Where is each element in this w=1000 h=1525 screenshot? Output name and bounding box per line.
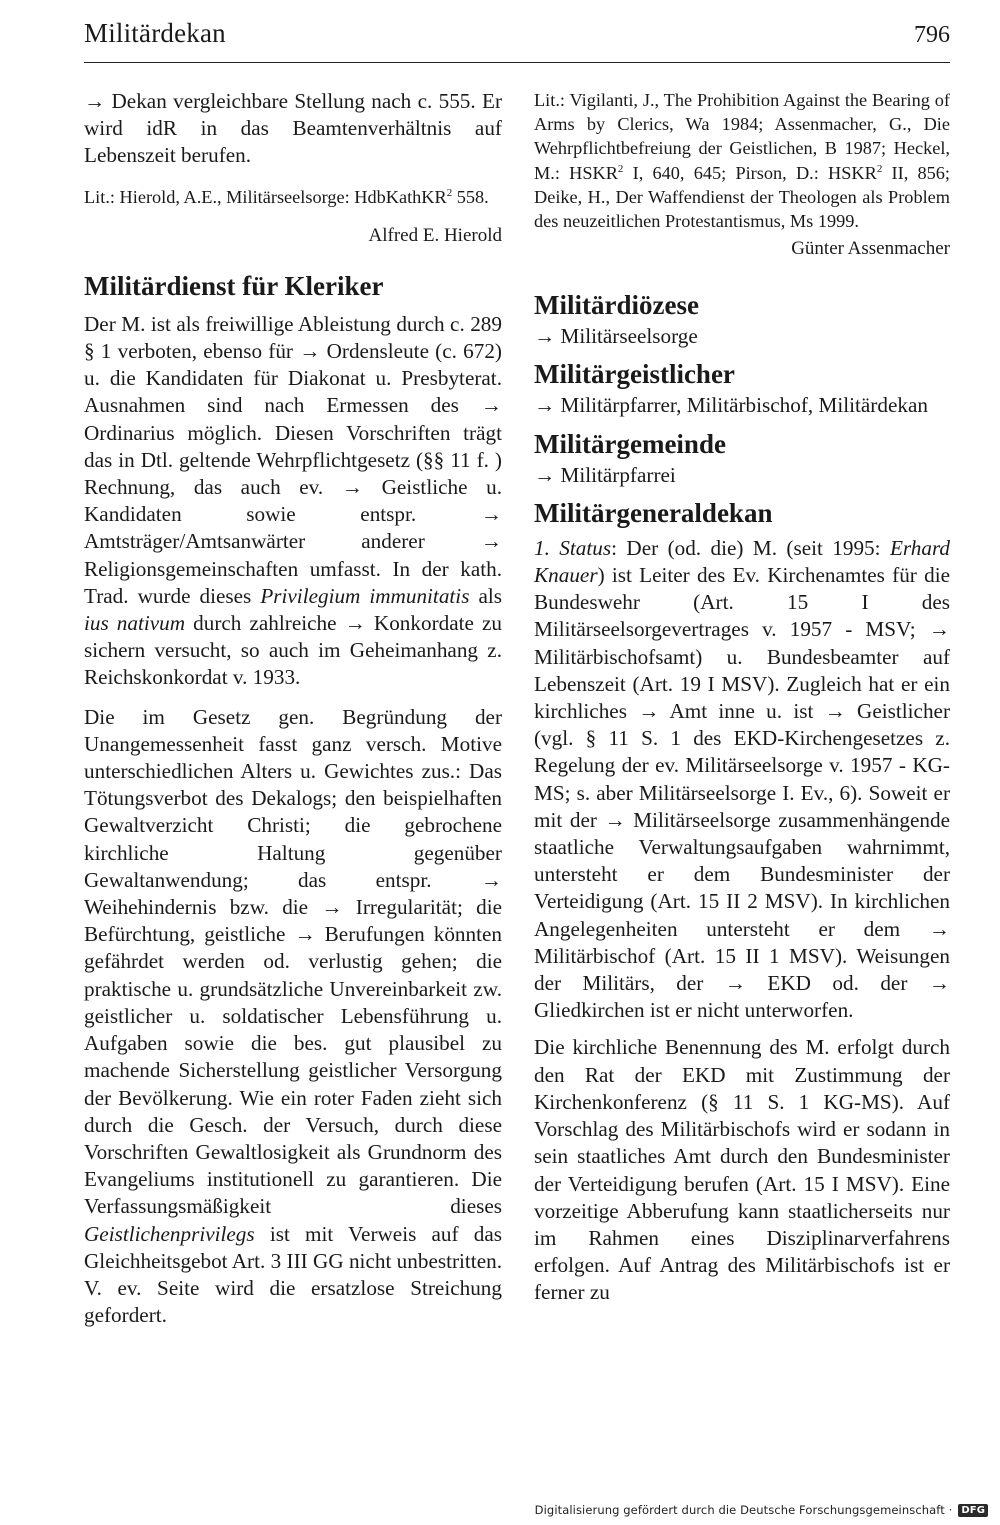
entry-heading: Militärdiözese (534, 290, 699, 321)
header-rule (84, 62, 950, 63)
literature-note: Lit.: Hierold, A.E., Militärseelsorge: HdbKathKR$^2$ 558. (84, 186, 489, 207)
footer-text: Digitalisierung gefördert durch die Deutsche Forschungsgemeinschaft · (534, 1503, 953, 1517)
entry-heading: Militärgeneraldekan (534, 497, 773, 528)
literature-note: Lit.: Vigilanti, J., The Prohibition Against the Bearing of Arms by Clerics, Wa 1984; Assenmacher, G., Die Wehrpflichtbefreiung der Geistlichen, B 1987; Heckel, M.: HSKR$^2$ I, 640, 645; Pirson, D.: HSKR$^2$ II, 856; Deike, H., Der Waffendienst der Theologen als Problem des neuzeitlichen Protestantismus, Ms 1999. (534, 90, 950, 232)
running-head: Militärdekan (84, 18, 226, 48)
right-column (534, 88, 950, 1307)
entry-heading: Militärgemeinde (534, 428, 726, 459)
author-signature: Alfred E. Hierold (368, 224, 502, 246)
body-paragraph: Die kirchliche Benennung des M. erfolgt durch den Rat der EKD mit Zustimmung der Kirchenkonferenz (§ 11 S. 1 KG-MS). Auf Vorschlag des Militärbischofs wird er sodann in sein staatliches Amt durch den Bundesminister der Verteidigung berufen (Art. 15 I MSV). Eine vorzeitige Abberufung kann staatlicherseits nur im Rahmen eines Disziplinarverfahrens erfolgen. Auf Antrag des Militärbischofs ist er ferner zu (534, 1035, 950, 1305)
entry-heading: Militärgeistlicher (534, 359, 735, 390)
dfg-logo-icon: DFG (958, 1504, 988, 1517)
cross-reference: → Militärpfarrei (534, 462, 676, 487)
entry-heading: Militärdienst für Kleriker (84, 270, 384, 301)
body-paragraph: 1. Status: Der (od. die) M. (seit 1995: Erhard Knauer) ist Leiter des Ev. Kirchenamtes für die Bundeswehr (Art. 15 I des Militärseelsorgevertrages v. 1957 - MSV; → Militärbischofsamt) u. Bundesbeamter auf Lebenszeit (Art. 19 I MSV). Zugleich hat er ein kirchliches → Amt inne u. ist → Geistlicher (vgl. § 11 S. 1 des EKD-Kirchengesetzes z. Regelung der ev. Militärseelsorge v. 1957 - KG-MS; s. aber Militärseelsorge I. Ev., 6). Soweit er mit der → Militärseelsorge zusammenhängende staatliche Verwaltungsaufgaben wahrnimmt, untersteht er dem Bundesminister der Verteidigung (Art. 15 II 2 MSV). In kirchlichen Angelegenheiten untersteht er dem → Militärbischof (Art. 15 II 1 MSV). Weisungen der Militärs, der → EKD od. der → Gliedkirchen ist er nicht unterworfen. (534, 535, 950, 1023)
paragraph-continuation: → Dekan vergleichbare Stellung nach c. 555. Er wird idR in das Beamtenverhältnis auf Lebenszeit berufen. (84, 89, 502, 168)
body-paragraph: Der M. ist als freiwillige Ableistung durch c. 289 § 1 verboten, ebenso für → Ordensleute (c. 672) u. die Kandidaten für Diakonat u. Presbyterat. Ausnahmen sind nach Ermessen des → Ordinarius möglich. Diesen Vorschriften trägt das in Dtl. geltende Wehrpflichtgesetz (§§ 11 f. ) Rechnung, das auch ev. → Geistliche u. Kandidaten sowie entspr. → Amtsträger/Amtsanwärter anderer → Religionsgemeinschaften umfasst. In der kath. Trad. wurde dieses Privilegium immunitatis als ius nativum durch zahlreiche → Konkordate zu sichern versucht, so auch im Geheimanhang z. Reichskonkordat v. 1933. (84, 311, 502, 690)
left-column (84, 88, 502, 1329)
digitization-footer (535, 1503, 988, 1517)
page-number: 796 (914, 22, 950, 48)
cross-reference: → Militärpfarrer, Militärbischof, Militärdekan (534, 393, 928, 418)
cross-reference: → Militärseelsorge (534, 324, 698, 349)
author-signature: Günter Assenmacher (791, 238, 950, 260)
body-paragraph: Die im Gesetz gen. Begründung der Unangemessenheit fasst ganz versch. Motive unterschiedlichen Alters u. Gewichtes zus.: Das Tötungsverbot des Dekalogs; den beispielhaften Gewaltverzicht Christi; die gebrochene kirchliche Haltung gegenüber Gewaltanwendung; das entspr. → Weihehindernis bzw. die → Irregularität; die Befürchtung, geistliche → Berufungen könnten gefährdet werden od. verlustig gehen; die praktische u. grundsätzliche Unvereinbarkeit zw. geistlicher u. soldatischer Lebensführung u. Aufgaben sowie die bes. gut plausibel zu machende Sicherstellung geistlicher Versorgung der Bevölkerung. Wie ein roter Faden zieht sich durch die Gesch. der Versuch, durch diese Vorschriften Gewaltlosigkeit als Grundnorm des Evangeliums institutionell zu garantieren. Die Verfassungsmäßigkeit dieses Geistlichenprivilegs ist mit Verweis auf das Gleichheitsgebot Art. 3 III GG nicht unbestritten. V. ev. Seite wird die ersatzlose Streichung gefordert. (84, 704, 502, 1328)
